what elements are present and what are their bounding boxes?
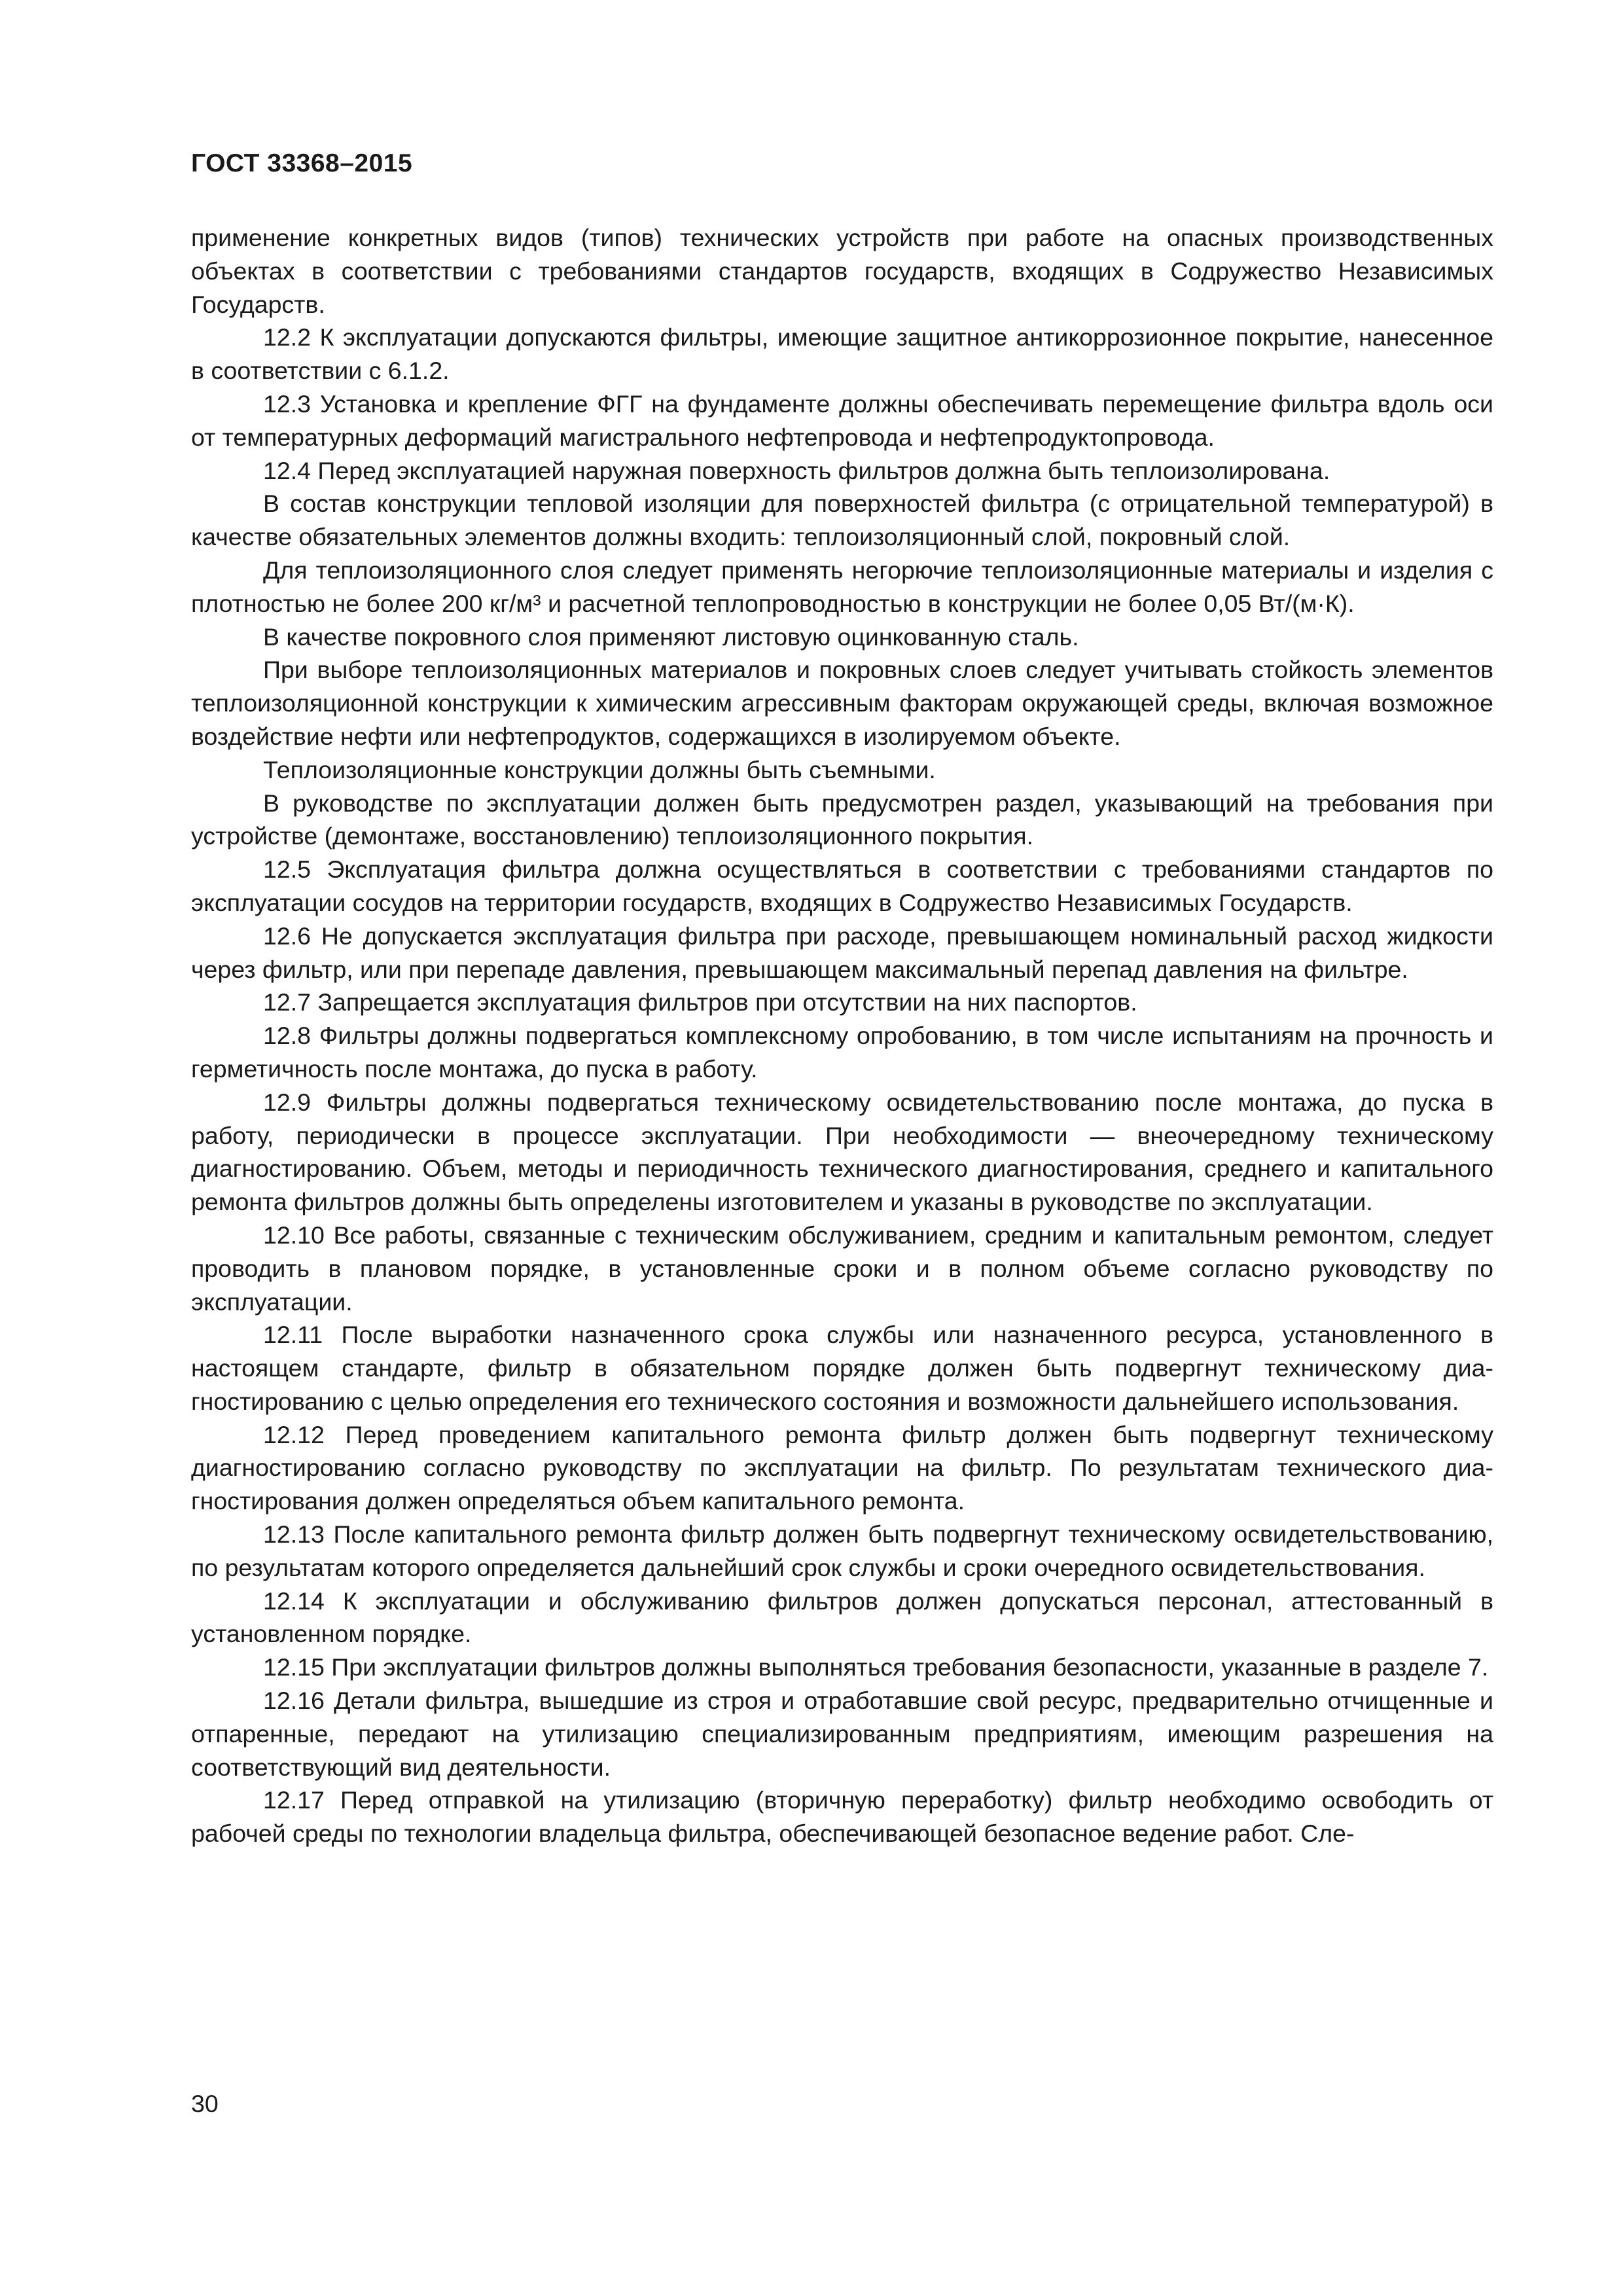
document-header-id: ГОСТ 33368–2015 <box>191 149 413 177</box>
paragraph-12-17: 12.17 Перед отправкой на утилизацию (вторичную переработку) фильтр необходимо освободить от рабочей среды по технологии владельца фильтра, обеспечивающей безопасное ведение работ. Сле- <box>191 1786 1493 1848</box>
paragraph-12-14: 12.14 К эксплуатации и обслуживанию фильтров должен допускаться персонал, аттестованный в установленном порядке. <box>191 1587 1493 1648</box>
paragraph-12-8: 12.8 Фильтры должны подвергаться комплексному опробованию, в том числе испытаниям на прочность и герметичность после монтажа, до пуска в работу. <box>191 1022 1493 1083</box>
paragraph-continuation: применение конкретных видов (типов) технических устройств при работе на опасных производственных объектах в соответствии с требованиями стандартов государств, входящих в Содружество Независимых Государств. <box>191 224 1493 318</box>
paragraph-12-12: 12.12 Перед проведением капитального ремонта фильтр должен быть подвергнут техническому диагностированию согласно руководству по эксплуатации на фильтр. По результатам технического диагностирования должен определяться объем капитального ремонта. <box>191 1420 1493 1515</box>
paragraph-12-7: 12.7 Запрещается эксплуатация фильтров при отсутствии на них паспортов. <box>263 988 1137 1016</box>
paragraph-12-15: 12.15 При эксплуатации фильтров должны выполняться требования безопасности, указанные в разделе 7. <box>263 1653 1489 1681</box>
paragraph-12-4: 12.4 Перед эксплуатацией наружная поверхность фильтров должна быть теплоизолирована. <box>263 456 1330 484</box>
paragraph-12-16: 12.16 Детали фильтра, вышедшие из строя и отработавшие свой ресурс, предварительно отчищенные и отпаренные, передают на утилизацию специализированным предприятиям, имеющим разрешения на соответствующий вид деятельности. <box>191 1687 1493 1781</box>
paragraph-12-2: 12.2 К эксплуатации допускаются фильтры, имеющие защитное антикоррозионное покрытие, нанесенное в соответствии с 6.1.2. <box>191 323 1493 385</box>
paragraph-12-6: 12.6 Не допускается эксплуатация фильтра при расходе, превышающем номинальный расход жидкости через фильтр, или при перепаде давления, превышающем максимальный перепад давления на фильтре. <box>191 922 1493 983</box>
paragraph-12-5: 12.5 Эксплуатация фильтра должна осуществляться в соответствии с требованиями стандартов по эксплуатации сосудов на территории государств, входящих в Содружество Независимых Государств. <box>191 855 1493 916</box>
paragraph-material-resistance: При выборе теплоизоляционных материалов и покровных слоев следует учитывать стойкость элементов теплоизоляционной конструкции к химическим агрессивным факторам окружающей среды, включая возможное воздействие нефти или нефтепродуктов, содержащихся в изолируемом объекте. <box>191 656 1493 750</box>
paragraph-12-10: 12.10 Все работы, связанные с техническим обслуживанием, средним и капитальным ремонтом, следует проводить в плановом порядке, в установленные сроки и в полном объеме согласно руководству по эксплуатации. <box>191 1221 1493 1316</box>
paragraph-12-3: 12.3 Установка и крепление ФГГ на фундаменте должны обеспечивать перемещение фильтра вдоль оси от температурных деформаций магистрального нефтепровода и нефтепродуктопровода. <box>191 389 1493 451</box>
paragraph-12-9: 12.9 Фильтры должны подвергаться техническому освидетельствованию после монтажа, до пуска в работу, периодически в процессе эксплуатации. При необходимости — внеочередному техническому диагностированию. Объем, методы и периодичность технического диагностирования, среднего и капитального ремонта фильтров должны быть определены изготовителем и указаны в руководстве по эксплуатации. <box>191 1088 1493 1216</box>
page-number: 30 <box>191 2090 219 2117</box>
paragraph-cover-layer: В качестве покровного слоя применяют листовую оцинкованную сталь. <box>263 622 1079 651</box>
paragraph-manual-section: В руководстве по эксплуатации должен быть предусмотрен раздел, указывающий на требования при устройстве (демонтаже, восстановлению) теплоизоляционного покрытия. <box>191 789 1493 850</box>
document-body <box>191 221 1493 1850</box>
paragraph-insulation-materials: Для теплоизоляционного слоя следует применять негорючие теплоизоляционные материалы и изделия с плотностью не более 200 кг/м³ и расчетной теплопроводностью в конструкции не более 0,05 Вт/(м·К). <box>191 556 1493 617</box>
paragraph-removable-structures: Теплоизоляционные конструкции должны быть съемными. <box>263 755 936 783</box>
paragraph-12-11: 12.11 После выработки назначенного срока службы или назначенного ресурса, установленного в настоящем стандарте, фильтр в обязательном порядке должен быть подвергнут техническому диагностированию с целью определения его технического состояния и возможности дальнейшего использования. <box>191 1321 1493 1415</box>
paragraph-12-13: 12.13 После капитального ремонта фильтр должен быть подвергнут техническому освидетельствованию, по результатам которого определяется дальнейший срок службы и сроки очередного освидетельствования. <box>191 1520 1493 1581</box>
paragraph-insulation-composition: В состав конструкции тепловой изоляции для поверхностей фильтра (с отрицательной температурой) в качестве обязательных элементов должны входить: теплоизоляционный слой, покровный слой. <box>191 490 1493 551</box>
